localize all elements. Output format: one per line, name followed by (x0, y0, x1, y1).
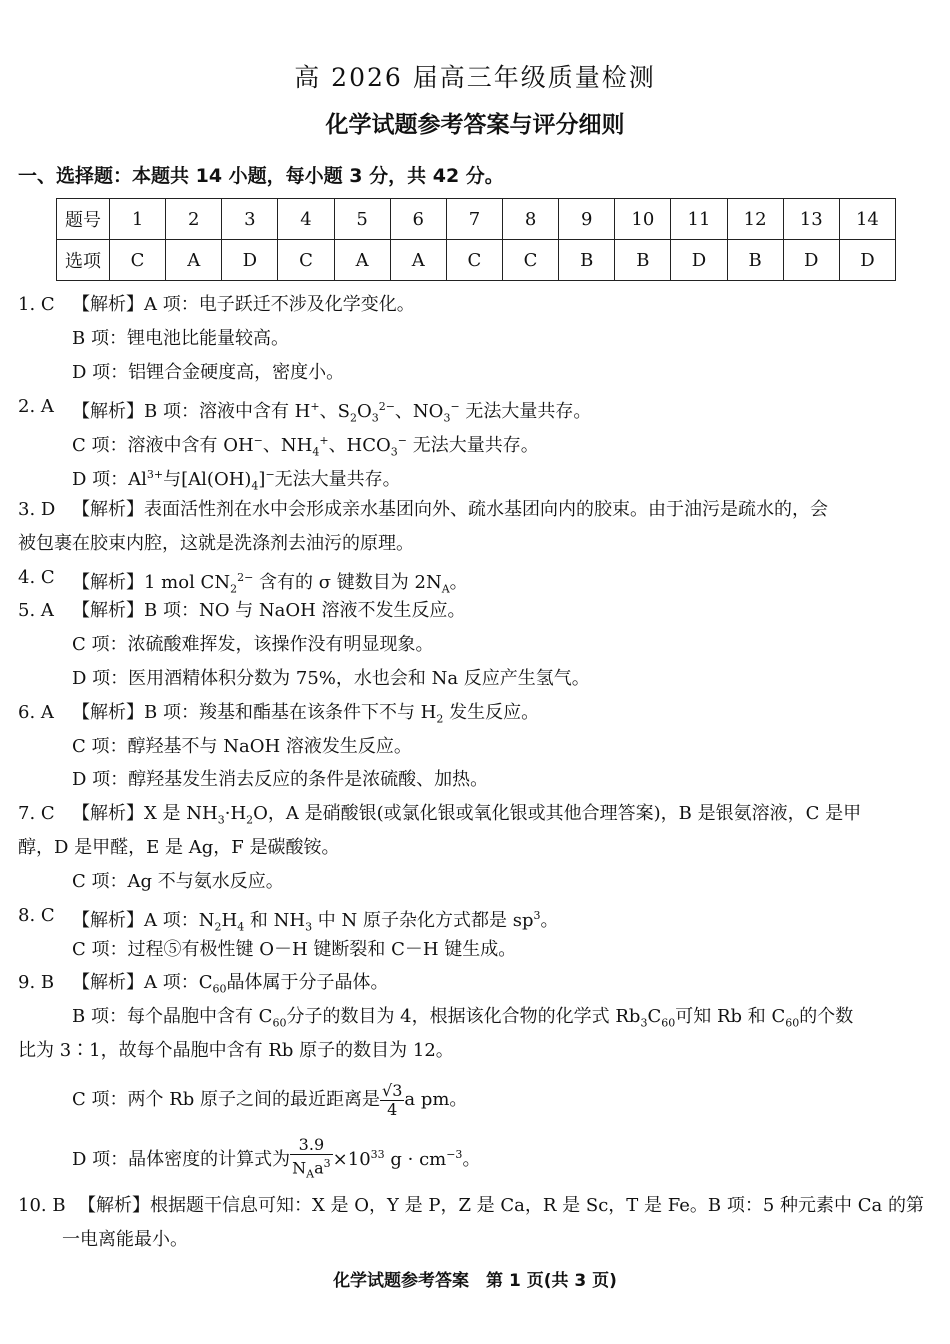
table-cell: 5 (334, 199, 390, 240)
table-cell: C (502, 240, 558, 281)
item-number: 8. C (18, 905, 55, 926)
item-number: 5. A (18, 600, 54, 621)
fraction-sqrt3-over-4: $\frac{√3}{4}$ (382, 1080, 403, 1119)
explanation-line: 【解析】A 项：$N_2H_4$ 和 $NH_3$ 中 N 原子杂化方式都是 $sp^3$。 (72, 909, 559, 934)
explanation-line: C 项：醇羟基不与 NaOH 溶液发生反应。 (72, 736, 412, 757)
table-cell: 6 (390, 199, 446, 240)
page-subtitle: 化学试题参考答案与评分细则 (325, 112, 625, 138)
table-cell: B (615, 240, 671, 281)
explanation-line: 【解析】1 mol $CN_2^{2-}$ 含有的 σ 键数目为 $2N_A$。 (72, 571, 468, 596)
table-cell: 8 (502, 199, 558, 240)
explanation-line: C 项：过程⑤有极性键 O－H 键断裂和 C－H 键生成。 (72, 939, 517, 960)
table-cell: A (390, 240, 446, 281)
explanation-line: 【解析】A 项：$C_{60}$晶体属于分子晶体。 (72, 972, 389, 996)
explanation-line: C 项：Ag 不与氨水反应。 (72, 871, 284, 892)
table-cell: C (278, 240, 334, 281)
table-cell: D (783, 240, 839, 281)
table-cell: C (446, 240, 502, 281)
table-cell: 14 (839, 199, 895, 240)
item-number: 7. C (18, 803, 55, 824)
explanation-line: C 项：溶液中含有 OH−、$NH_4^+$、$HCO_3^-$ 无法大量共存。 (72, 434, 539, 459)
explanation-line: D 项：$Al^{3+}$与$[Al(OH)_4]^-$无法大量共存。 (72, 468, 401, 493)
explanation-line: 被包裹在胶束内腔，这就是洗涤剂去油污的原理。 (18, 533, 414, 554)
explanation-line: D 项：晶体密度的计算式为 $\frac{3.9}{N_Aa^3}$ $\times 10^{33}$ $g \cdot cm^{-3}$。 (72, 1135, 480, 1184)
explanation-line: 【解析】B 项：溶液中含有 H+、$S_2O_3^{2-}$、$NO_3^-$ 无法大量共存。 (72, 400, 592, 425)
table-cell: D (671, 240, 727, 281)
page-title: 高 2026 届高三年级质量检测 (294, 63, 656, 92)
table-cell: 9 (559, 199, 615, 240)
table-cell: B (727, 240, 783, 281)
table-cell: 3 (222, 199, 278, 240)
table-cell: 4 (278, 199, 334, 240)
table-cell: D (839, 240, 895, 281)
table-cell: D (222, 240, 278, 281)
table-cell: 11 (671, 199, 727, 240)
explanation-line: D 项：铝锂合金硬度高，密度小。 (72, 362, 345, 383)
page-footer: 化学试题参考答案 第 1 页(共 3 页) (333, 1271, 617, 1291)
item-number: 6. A (18, 702, 54, 723)
table-cell: 7 (446, 199, 502, 240)
table-cell: 2 (166, 199, 222, 240)
item-number: 4. C (18, 567, 55, 588)
explanation-line: D 项：醇羟基发生消去反应的条件是浓硫酸、加热。 (72, 769, 489, 790)
explanation-line: 比为 3∶1，故每个晶胞中含有 Rb 原子的数目为 12。 (18, 1040, 454, 1061)
explanation-line: 醇，D 是甲醛，E 是 Ag，F 是碳酸铵。 (18, 837, 340, 858)
table-cell: C (110, 240, 166, 281)
table-cell: 12 (727, 199, 783, 240)
explanation-line: 【解析】X 是 $NH_3\cdot H_2O$，A 是硝酸银(或氯化银或氧化银或其他合理答案)，B 是银氨溶液，C 是甲 (72, 803, 862, 827)
table-cell: B (559, 240, 615, 281)
table-cell: 1 (110, 199, 166, 240)
explanation-line: B 项：每个晶胞中含有 $C_{60}$分子的数目为 4，根据该化合物的化学式 $Rb_3C_{60}$可知 Rb 和 $C_{60}$的个数 (72, 1006, 854, 1030)
explanation-line: B 项：锂电池比能量较高。 (72, 328, 289, 349)
table-row-numbers (57, 199, 896, 240)
explanation-line: C 项：两个 Rb 原子之间的最近距离是 $\frac{√3}{4}$ a pm。 (72, 1080, 468, 1119)
explanation-line: C 项：浓硫酸难挥发，该操作没有明显现象。 (72, 634, 434, 655)
item-number: 3. D (18, 499, 56, 520)
explanation-line: D 项：医用酒精体积分数为 75%，水也会和 Na 反应产生氢气。 (72, 668, 590, 689)
explanation-line: 【解析】A 项：电子跃迁不涉及化学变化。 (72, 294, 415, 315)
table-cell: A (166, 240, 222, 281)
explanation-line: 【解析】表面活性剂在水中会形成亲水基团向外、疏水基团向内的胶束。由于油污是疏水的，会 (72, 499, 828, 520)
item-number: 9. B (18, 972, 55, 993)
section-heading: 一、选择题：本题共 14 小题，每小题 3 分，共 42 分。 (18, 165, 504, 187)
explanation-line: 【解析】根据题干信息可知：X 是 O，Y 是 P，Z 是 Ca，R 是 Sc，T 是 Fe。B 项：5 种元素中 Ca 的第 (78, 1195, 924, 1216)
explanation-line: 【解析】B 项：NO 与 NaOH 溶液不发生反应。 (72, 600, 466, 621)
explanation-line: 【解析】B 项：羧基和酯基在该条件下不与 $H_2$ 发生反应。 (72, 702, 540, 726)
explanation-line: 一电离能最小。 (62, 1229, 188, 1250)
item-number: 2. A (18, 396, 54, 417)
fraction-density: $\frac{3.9}{N_Aa^3}$ (292, 1135, 331, 1181)
table-row-label: 题号 (57, 199, 110, 240)
table-cell: 10 (615, 199, 671, 240)
table-cell: A (334, 240, 390, 281)
table-cell: 13 (783, 199, 839, 240)
item-number: 10. B (18, 1195, 66, 1216)
table-row-answers (57, 240, 896, 281)
item-number: 1. C (18, 294, 55, 315)
table-row-label: 选项 (57, 240, 110, 281)
answer-table (56, 198, 896, 281)
